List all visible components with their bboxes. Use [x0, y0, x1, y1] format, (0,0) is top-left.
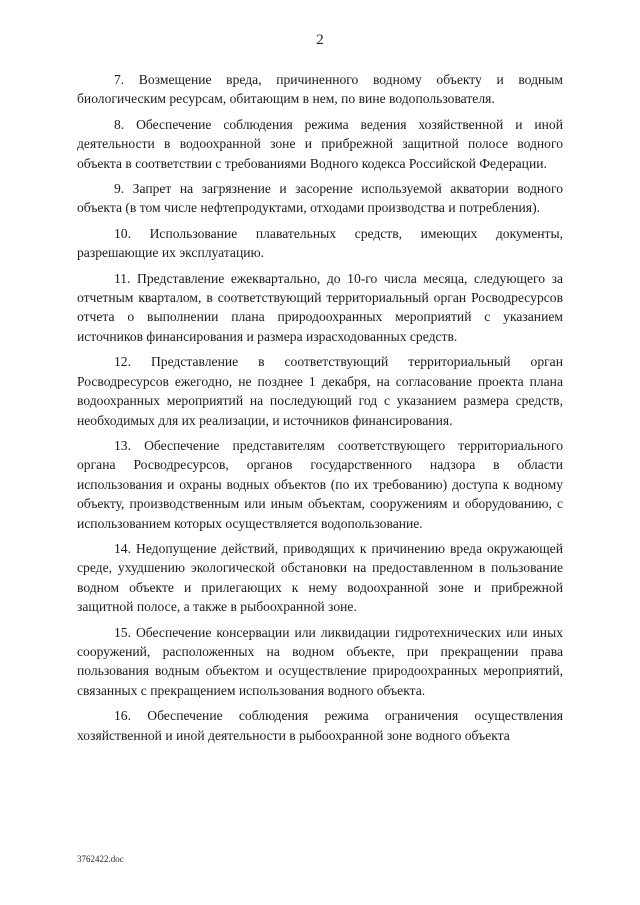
paragraph-11: 11. Представление ежеквартально, до 10-го числа месяца, следующего за отчетным кварталом, в соответствующий территориальный орган Росводресурсов отчета о выполнении плана природоохранных мероприятий с указанием источников финансирования и размера израсходованных средств.: [77, 270, 563, 344]
paragraph-8: 8. Обеспечение соблюдения режима ведения хозяйственной и иной деятельности в водоохранной зоне и прибрежной защитной полосе водного объекта в соответствии с требованиями Водного кодекса Российской Федерации.: [77, 116, 563, 171]
document-body: [77, 70, 563, 751]
paragraph-14: 14. Недопущение действий, приводящих к причинению вреда окружающей среде, ухудшению экологической обстановки на предоставленном в пользование водном объекте и прилегающих к нему водоохранной зоне и прибрежной защитной полосе, а также в рыбоохранной зоне.: [77, 540, 563, 615]
paragraph-7: 7. Возмещение вреда, причиненного водному объекту и водным биологическим ресурсам, обитающим в нем, по вине водопользователя.: [77, 72, 563, 107]
paragraph-13: 13. Обеспечение представителям соответствующего территориального органа Росводресурсов, органов государственного надзора в области использования и охраны водных объектов (по их требованию) доступа к водному объекту, производственным или иным объектам, сооружениям и оборудованию, с использованием которых осуществляется водопользование.: [77, 437, 563, 531]
footer-filename: 3762422.doc: [77, 854, 124, 864]
paragraph-10: 10. Использование плавательных средств, имеющих документы, разрешающие их эксплуатацию.: [77, 225, 563, 261]
paragraph-9: 9. Запрет на загрязнение и засорение используемой акватории водного объекта (в том числе нефтепродуктами, отходами производства и потребления).: [77, 181, 563, 216]
paragraph-15: 15. Обеспечение консервации или ликвидации гидротехнических или иных сооружений, расположенных на водном объекте, при прекращении права пользования водным объектом и осуществление природоохранных мероприятий, связанных с прекращением использования водного объекта.: [77, 624, 563, 698]
page-number: 2: [316, 32, 324, 48]
paragraph-16: 16. Обеспечение соблюдения режима ограничения осуществления хозяйственной и иной деятельности в рыбоохранной зоне водного объекта: [77, 708, 563, 743]
paragraph-12: 12. Представление в соответствующий территориальный орган Росводресурсов ежегодно, не позднее 1 декабря, на согласование проекта плана водоохранных мероприятий на последующий год с указанием размера средств, необходимых для их реализации, и источников финансирования.: [77, 354, 563, 428]
